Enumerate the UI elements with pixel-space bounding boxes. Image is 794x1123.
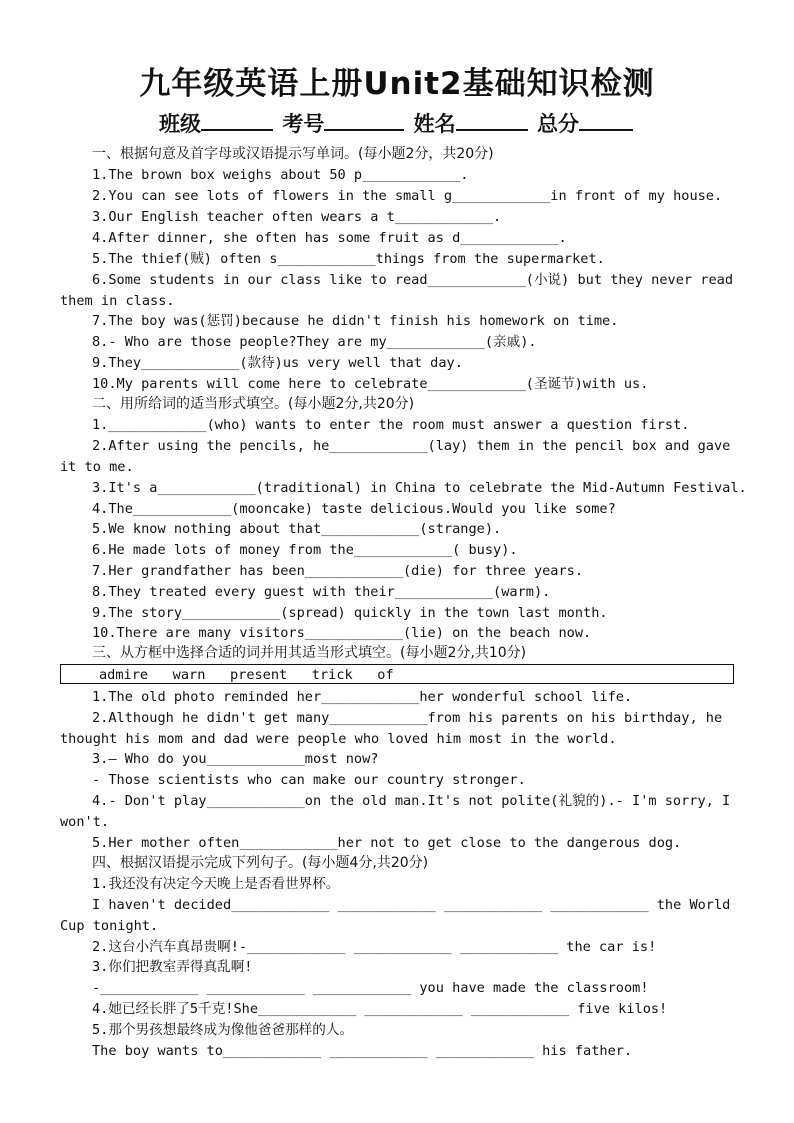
section-2-heading: 二、用所给词的适当形式填空。(每小题2分,共20分)	[92, 396, 415, 412]
question-4-2: 2.这台小汽车真昂贵啊!-____________ ____________ ____________ the car is!	[92, 939, 657, 955]
question-4-5: The boy wants to____________ ____________ ____________ his father.	[92, 1043, 633, 1059]
question-2-4: 4.The____________(mooncake) taste delicious.Would you like some?	[92, 501, 616, 517]
class-label: 班级	[159, 112, 202, 136]
question-3-3: 3.— Who do you____________most now?	[92, 751, 379, 767]
question-2-10: 10.There are many visitors____________(lie) on the beach now.	[92, 625, 592, 641]
question-2-5: 5.We know nothing about that____________(strange).	[92, 521, 502, 537]
question-3-2: 2.Although he didn't get many____________from his parents on his birthday, he thought his mom and dad were people who loved him most in the world.	[60, 710, 723, 747]
question-2-6: 6.He made lots of money from the____________( busy).	[92, 542, 518, 558]
question-1-3: 3.Our English teacher often wears a t____________.	[92, 209, 502, 225]
section-4-heading: 四、根据汉语提示完成下列句子。(每小题4分,共20分)	[92, 855, 429, 871]
question-2-1: 1.____________(who) wants to enter the room must answer a question first.	[92, 417, 690, 433]
question-3-5: 5.Her mother often____________her not to get close to the dangerous dog.	[92, 835, 682, 851]
score-blank[interactable]	[579, 109, 633, 131]
question-1-8: 8.- Who are those people?They are my____________(亲戚).	[92, 334, 537, 350]
question-1-7: 7.The boy was(惩罚)because he didn't finish his homework on time.	[92, 313, 619, 329]
question-3-4: 4.- Don't play____________on the old man.It's not polite(礼貌的).- I'm sorry, I won't.	[60, 793, 731, 830]
question-4-4: 4.她已经长胖了5千克!She____________ ____________ ____________ five kilos!	[92, 1001, 668, 1017]
question-1-9: 9.They____________(款待)us very well that day.	[92, 355, 463, 371]
section-3-heading: 三、从方框中选择合适的词并用其适当形式填空。(每小题2分,共10分)	[92, 645, 527, 661]
score-label: 总分	[536, 112, 579, 136]
number-blank[interactable]	[324, 109, 404, 131]
question-3-3-answer: - Those scientists who can make our country stronger.	[92, 772, 526, 788]
question-2-8: 8.They treated every guest with their____________(warm).	[92, 584, 551, 600]
question-2-3: 3.It's a____________(traditional) in China to celebrate the Mid-Autumn Festival.	[92, 480, 747, 496]
question-2-9: 9.The story____________(spread) quickly in the town last month.	[92, 605, 608, 621]
question-4-5-prompt: 5.那个男孩想最终成为像他爸爸那样的人。	[92, 1022, 354, 1038]
page-title: 九年级英语上册Unit2基础知识检测	[139, 66, 655, 102]
question-4-3-prompt: 3.你们把教室弄得真乱啊!	[92, 959, 253, 975]
word-box: admire warn present trick of	[60, 664, 734, 684]
question-4-3: -____________ ____________ ____________ you have made the classroom!	[92, 980, 649, 996]
class-blank[interactable]	[201, 109, 273, 131]
question-1-2: 2.You can see lots of flowers in the small g____________in front of my house.	[92, 188, 723, 204]
name-blank[interactable]	[456, 109, 528, 131]
question-1-1: 1.The brown box weighs about 50 p____________.	[92, 167, 469, 183]
name-label: 姓名	[413, 112, 456, 136]
question-4-1-prompt: 1.我还没有决定今天晚上是否看世界杯。	[92, 876, 340, 892]
question-1-6: 6.Some students in our class like to read____________(小说) but they never read them in class.	[60, 272, 733, 309]
question-1-5: 5.The thief(贼) often s____________things from the supermarket.	[92, 251, 605, 267]
number-label: 考号	[282, 112, 325, 136]
section-1-heading: 一、根据句意及首字母或汉语提示写单词。(每小题2分，共20分)	[92, 146, 494, 162]
question-2-2: 2.After using the pencils, he____________(lay) them in the pencil box and gave it to me.	[60, 438, 731, 475]
question-4-1: I haven't decided____________ ____________ ____________ ____________ the World Cup tonight.	[60, 897, 731, 934]
question-1-4: 4.After dinner, she often has some fruit as d____________.	[92, 230, 567, 246]
question-2-7: 7.Her grandfather has been____________(die) for three years.	[92, 563, 584, 579]
question-1-10: 10.My parents will come here to celebrate____________(圣诞节)with us.	[92, 376, 649, 392]
question-3-1: 1.The old photo reminded her____________her wonderful school life.	[92, 689, 633, 705]
student-info-row	[0, 108, 794, 138]
